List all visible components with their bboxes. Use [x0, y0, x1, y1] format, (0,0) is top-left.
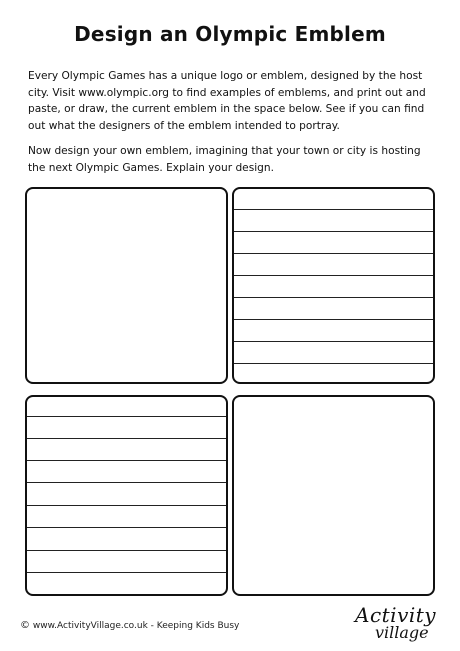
- writing-box-own[interactable]: [25, 395, 228, 596]
- writing-line: [27, 482, 226, 483]
- logo-line1: Activity: [355, 603, 437, 627]
- intro-paragraph: Every Olympic Games has a unique logo or emblem, designed by the host city. Visit www.olympic.org to find examples of emblems, and print out and paste, or draw, the current emblem in the space below. See if you can find out what the designers of the emblem intended to portray.: [28, 70, 426, 132]
- writing-line: [234, 341, 433, 342]
- instructions-paragraph: Now design your own emblem, imagining that your town or city is hosting the next Olympic Games. Explain your design.: [28, 145, 421, 174]
- writing-line: [234, 297, 433, 298]
- writing-line: [234, 363, 433, 364]
- emblem-drawing-box-current[interactable]: [25, 187, 228, 384]
- writing-line: [27, 550, 226, 551]
- writing-line: [234, 319, 433, 320]
- logo-line2: village: [375, 623, 429, 642]
- footer: [20, 620, 239, 631]
- writing-line: [234, 253, 433, 254]
- page-title: Design an Olympic Emblem: [74, 22, 386, 46]
- writing-line: [234, 209, 433, 210]
- writing-line: [27, 416, 226, 417]
- activity-village-logo: [355, 603, 445, 643]
- writing-line: [27, 505, 226, 506]
- footer-text: www.ActivityVillage.co.uk - Keeping Kids Busy: [32, 621, 240, 631]
- writing-line: [27, 572, 226, 573]
- writing-line: [234, 231, 433, 232]
- writing-line: [27, 527, 226, 528]
- writing-line: [234, 275, 433, 276]
- writing-line: [27, 460, 226, 461]
- writing-line: [27, 438, 226, 439]
- emblem-drawing-box-own[interactable]: [232, 395, 435, 596]
- writing-box-current[interactable]: [232, 187, 435, 384]
- copyright-symbol: ©: [20, 620, 30, 631]
